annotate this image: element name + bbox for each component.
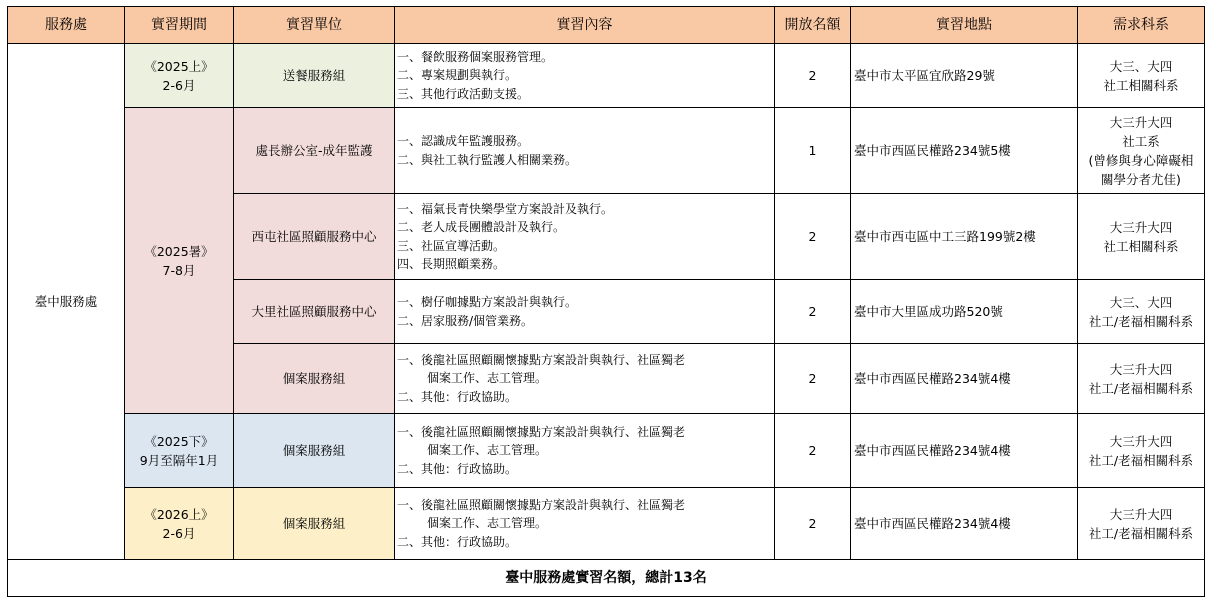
dept-line: 關學分者尤佳)	[1101, 171, 1181, 187]
period-cell	[125, 44, 234, 108]
unit-cell: 處長辦公室-成年監護	[234, 108, 395, 194]
content-line: 二、與社工執行監護人相關業務。	[397, 152, 578, 167]
dept-line: 大三升大四	[1109, 506, 1173, 522]
content-cell	[395, 44, 775, 108]
dept-cell	[1078, 414, 1205, 488]
quota-cell: 1	[775, 108, 851, 194]
header-unit: 實習單位	[234, 7, 395, 44]
content-line: 個案工作、志工管理。	[427, 516, 548, 531]
content-line: 一、後龍社區照顧關懷據點方案設計與執行、社區獨老	[397, 352, 686, 367]
content-cell	[395, 194, 775, 280]
content-line: 一、餐飲服務個案服務管理。	[397, 49, 554, 64]
table-row	[8, 108, 1205, 194]
period-cell	[125, 488, 234, 560]
period-label: 《2025上》	[144, 58, 214, 74]
dept-line: 大三升大四	[1109, 219, 1173, 235]
dept-line: 社工系	[1122, 133, 1160, 149]
quota-cell: 2	[775, 44, 851, 108]
content-line: 四、長期照顧業務。	[397, 257, 506, 271]
location-cell: 臺中市西屯區中工三路199號2樓	[851, 194, 1078, 280]
content-cell	[395, 280, 775, 344]
period-cell	[125, 108, 234, 414]
dept-cell	[1078, 108, 1205, 194]
dept-cell	[1078, 44, 1205, 108]
content-line: 二、其他：行政協助。	[397, 461, 518, 476]
dept-line: 社工/老福相關科系	[1088, 380, 1194, 396]
content-line: 個案工作、志工管理。	[427, 443, 548, 458]
content-cell	[395, 108, 775, 194]
header-period: 實習期間	[125, 7, 234, 44]
content-line: 二、其他：行政協助。	[397, 389, 518, 404]
content-line: 一、樹仔咖據點方案設計與執行。	[397, 295, 578, 309]
content-line: 二、其他：行政協助。	[397, 534, 518, 549]
quota-cell: 2	[775, 488, 851, 560]
unit-cell: 個案服務組	[234, 488, 395, 560]
dept-line: (曾修與身心障礙相	[1088, 152, 1194, 168]
period-label: 《2025下》	[144, 433, 214, 449]
content-line: 一、認識成年監護服務。	[397, 134, 530, 148]
unit-cell: 西屯社區照顧服務中心	[234, 194, 395, 280]
unit-cell: 送餐服務組	[234, 44, 395, 108]
quota-cell: 2	[775, 194, 851, 280]
dept-line: 大三升大四	[1109, 433, 1173, 449]
content-line: 三、社區宣導活動。	[397, 238, 506, 253]
internship-table	[7, 6, 1205, 597]
content-line: 一、福氣長青快樂學堂方案設計及執行。	[397, 201, 614, 216]
header-dept: 需求科系	[1078, 7, 1205, 44]
period-months: 7-8月	[162, 262, 196, 278]
quota-cell: 2	[775, 344, 851, 414]
header-content: 實習內容	[395, 7, 775, 44]
dept-cell	[1078, 344, 1205, 414]
location-cell: 臺中市西區民權路234號4樓	[851, 414, 1078, 488]
dept-line: 社工/老福相關科系	[1088, 313, 1194, 329]
content-line: 三、其他行政活動支援。	[397, 86, 530, 101]
total-label: 臺中服務處實習名額，總計13名	[8, 560, 1205, 597]
content-line: 個案工作、志工管理。	[427, 371, 548, 386]
header-row	[8, 7, 1205, 44]
header-quota: 開放名額	[775, 7, 851, 44]
content-line: 二、老人成長團體設計及執行。	[397, 220, 566, 234]
table-row	[8, 488, 1205, 560]
content-cell	[395, 414, 775, 488]
location-cell: 臺中市太平區宜欣路29號	[851, 44, 1078, 108]
dept-line: 大三、大四	[1109, 58, 1173, 74]
location-cell: 臺中市西區民權路234號4樓	[851, 488, 1078, 560]
dept-cell	[1078, 194, 1205, 280]
location-cell: 臺中市西區民權路234號5樓	[851, 108, 1078, 194]
location-cell: 臺中市西區民權路234號4樓	[851, 344, 1078, 414]
dept-line: 大三升大四	[1109, 361, 1173, 377]
unit-cell: 個案服務組	[234, 414, 395, 488]
content-line: 二、居家服務/個管業務。	[397, 313, 534, 328]
content-cell	[395, 344, 775, 414]
content-line: 二、專案規劃與執行。	[397, 68, 518, 83]
period-cell	[125, 414, 234, 488]
dept-line: 社工相關科系	[1103, 77, 1179, 93]
dept-cell	[1078, 280, 1205, 344]
table-row	[8, 44, 1205, 108]
period-months: 2-6月	[162, 525, 196, 541]
dept-line: 大三、大四	[1109, 294, 1173, 310]
dept-cell	[1078, 488, 1205, 560]
period-label: 《2025暑》	[144, 243, 214, 259]
period-months: 9月至隔年1月	[139, 452, 219, 468]
location-cell: 臺中市大里區成功路520號	[851, 280, 1078, 344]
table-row	[8, 414, 1205, 488]
office-cell: 臺中服務處	[8, 44, 125, 560]
unit-cell: 個案服務組	[234, 344, 395, 414]
header-location: 實習地點	[851, 7, 1078, 44]
content-line: 一、後龍社區照顧關懷據點方案設計與執行、社區獨老	[397, 497, 686, 512]
content-line: 一、後龍社區照顧關懷據點方案設計與執行、社區獨老	[397, 424, 686, 439]
dept-line: 社工相關科系	[1103, 238, 1179, 254]
period-months: 2-6月	[162, 77, 196, 93]
dept-line: 大三升大四	[1109, 114, 1173, 130]
unit-cell: 大里社區照顧服務中心	[234, 280, 395, 344]
quota-cell: 2	[775, 280, 851, 344]
dept-line: 社工/老福相關科系	[1088, 452, 1194, 468]
header-office: 服務處	[8, 7, 125, 44]
content-cell	[395, 488, 775, 560]
quota-cell: 2	[775, 414, 851, 488]
period-label: 《2026上》	[144, 506, 214, 522]
total-row	[8, 560, 1205, 597]
dept-line: 社工/老福相關科系	[1088, 525, 1194, 541]
